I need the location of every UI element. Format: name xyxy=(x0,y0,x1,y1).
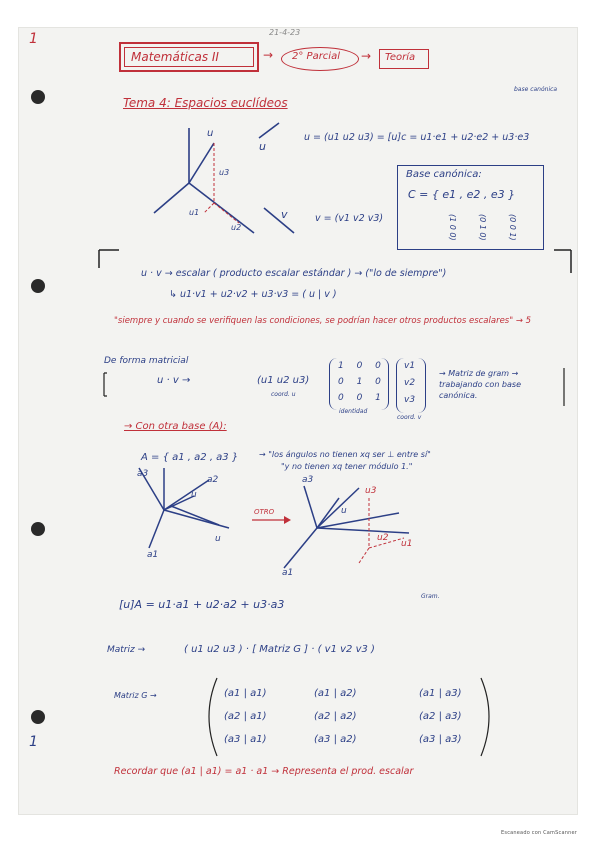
canonical-base-box xyxy=(397,165,544,250)
v-component: v2 xyxy=(404,378,416,388)
right-diagram-u3: u3 xyxy=(365,486,377,496)
gram-cell-22: (a2 | a2) xyxy=(314,711,357,722)
recordar-note: Recordar que (a1 | a1) = a1 · a1 → Representa el prod. escalar xyxy=(114,766,414,777)
topic-title: Tema 4: Espacios euclídeos xyxy=(123,96,288,110)
gram-cell-11: (a1 | a1) xyxy=(224,688,267,699)
matriz-g-label: Matriz G → xyxy=(114,691,157,700)
identity-caption: identidad xyxy=(339,408,368,415)
matrix-form-expr: u · v → xyxy=(157,375,191,386)
gram-cell-23: (a2 | a3) xyxy=(419,711,462,722)
column-v-caption: coord. v xyxy=(397,414,422,421)
left-diagram-u-axis: u xyxy=(215,534,221,544)
page-number: 1 xyxy=(29,31,38,47)
u-vector-label: u xyxy=(259,140,266,153)
gram-cell-13: (a1 | a3) xyxy=(419,688,462,699)
gram-short-note: Gram. xyxy=(421,593,440,600)
gram-cell-31: (a3 | a1) xyxy=(224,734,267,745)
gram-cell-32: (a3 | a2) xyxy=(314,734,357,745)
exam-label: 2° Parcial xyxy=(292,51,340,62)
matrix-expression-label: Matriz → xyxy=(107,645,146,655)
canonical-vector: (1 0 0) xyxy=(448,214,457,241)
gram-cell-21: (a2 | a1) xyxy=(224,711,267,722)
base-a-set: A = { a1 , a2 , a3 } xyxy=(141,452,239,463)
gram-cell-33: (a3 | a3) xyxy=(419,734,462,745)
left-diagram-u: u xyxy=(191,490,197,500)
dot-product-expansion: ↳ u1·v1 + u2·v2 + u3·v3 = ( u | v ) xyxy=(169,289,337,300)
date: 21-4-23 xyxy=(269,28,301,37)
canonical-vector: (0 1 0) xyxy=(478,214,487,241)
v-component: v1 xyxy=(404,361,416,371)
otro-label: OTRO xyxy=(254,508,275,516)
page-number-bottom: 1 xyxy=(29,734,38,750)
gram-note: → Matriz de gram → trabajando con base canónica. xyxy=(439,369,521,400)
identity-row: 1 0 0 xyxy=(338,361,386,371)
v-column: v = (v1 v2 v3) xyxy=(315,213,384,224)
right-diagram-u: u xyxy=(341,506,347,516)
row-coords: (u1 u2 u3) xyxy=(257,375,310,386)
left-diagram-a3: a3 xyxy=(137,469,149,479)
diagram-label-u3: u3 xyxy=(219,168,230,177)
arrow-2: → xyxy=(361,49,372,63)
identity-row: 0 0 1 xyxy=(338,393,386,403)
row-coords-caption: coord. u xyxy=(271,391,296,398)
other-base-title: → Con otra base (A): xyxy=(124,421,227,432)
right-diagram-a1: a1 xyxy=(282,568,294,578)
gram-cell-12: (a1 | a2) xyxy=(314,688,357,699)
arrow-1: → xyxy=(263,48,274,62)
subject-title: Matemáticas II xyxy=(131,50,219,64)
left-diagram-a1: a1 xyxy=(147,550,159,560)
identity-matrix xyxy=(329,358,389,410)
vector-coord-equation: u = (u1 u2 u3) = [u]c = u1·e1 + u2·e2 + u3·e3 xyxy=(304,132,530,143)
matrix-expression: ( u1 u2 u3 ) · [ Matriz G ] · ( v1 v2 v3 ) xyxy=(184,644,375,655)
note-other-products: "siempre y cuando se verifiquen las condiciones, se podrían hacer otros productos escalares" → 5 xyxy=(114,316,532,326)
base-canonica-note: base canónica xyxy=(514,86,558,93)
matrix-form-title: De forma matricial xyxy=(104,356,189,366)
base-a-note-1: → "los ángulos no tienen xq ser ⊥ entre sí" xyxy=(259,450,431,459)
axes-diagram-1 xyxy=(19,28,577,814)
base-a-note-2: "y no tienen xq tener módulo 1." xyxy=(281,462,413,471)
right-diagram-a3: a3 xyxy=(302,475,314,485)
dot-product-line: u · v → escalar ( producto escalar estándar ) → ("lo de siempre") xyxy=(141,268,447,279)
v-component: v3 xyxy=(404,395,416,405)
right-diagram-u1: u1 xyxy=(401,539,413,549)
section-label: Teoría xyxy=(385,52,416,63)
u-in-base-a: [u]A = u1·a1 + u2·a2 + u3·a3 xyxy=(119,598,285,611)
canonical-set: C = { e1 , e2 , e3 } xyxy=(408,188,516,201)
diagram-label-u1: u1 xyxy=(189,208,200,217)
column-v xyxy=(396,358,426,413)
identity-row: 0 1 0 xyxy=(338,377,386,387)
diagram-label-u2: u2 xyxy=(231,223,242,232)
v-vector-label: v xyxy=(281,208,288,221)
canonical-vector: (0 0 1) xyxy=(508,214,517,241)
notebook-page xyxy=(19,28,577,814)
canonical-box-title: Base canónica: xyxy=(406,169,482,180)
left-diagram-a2: a2 xyxy=(207,475,219,485)
scanner-watermark: Escaneado con CamScanner xyxy=(501,830,577,836)
right-diagram-u2: u2 xyxy=(377,533,389,543)
diagram-label-u: u xyxy=(207,128,214,139)
